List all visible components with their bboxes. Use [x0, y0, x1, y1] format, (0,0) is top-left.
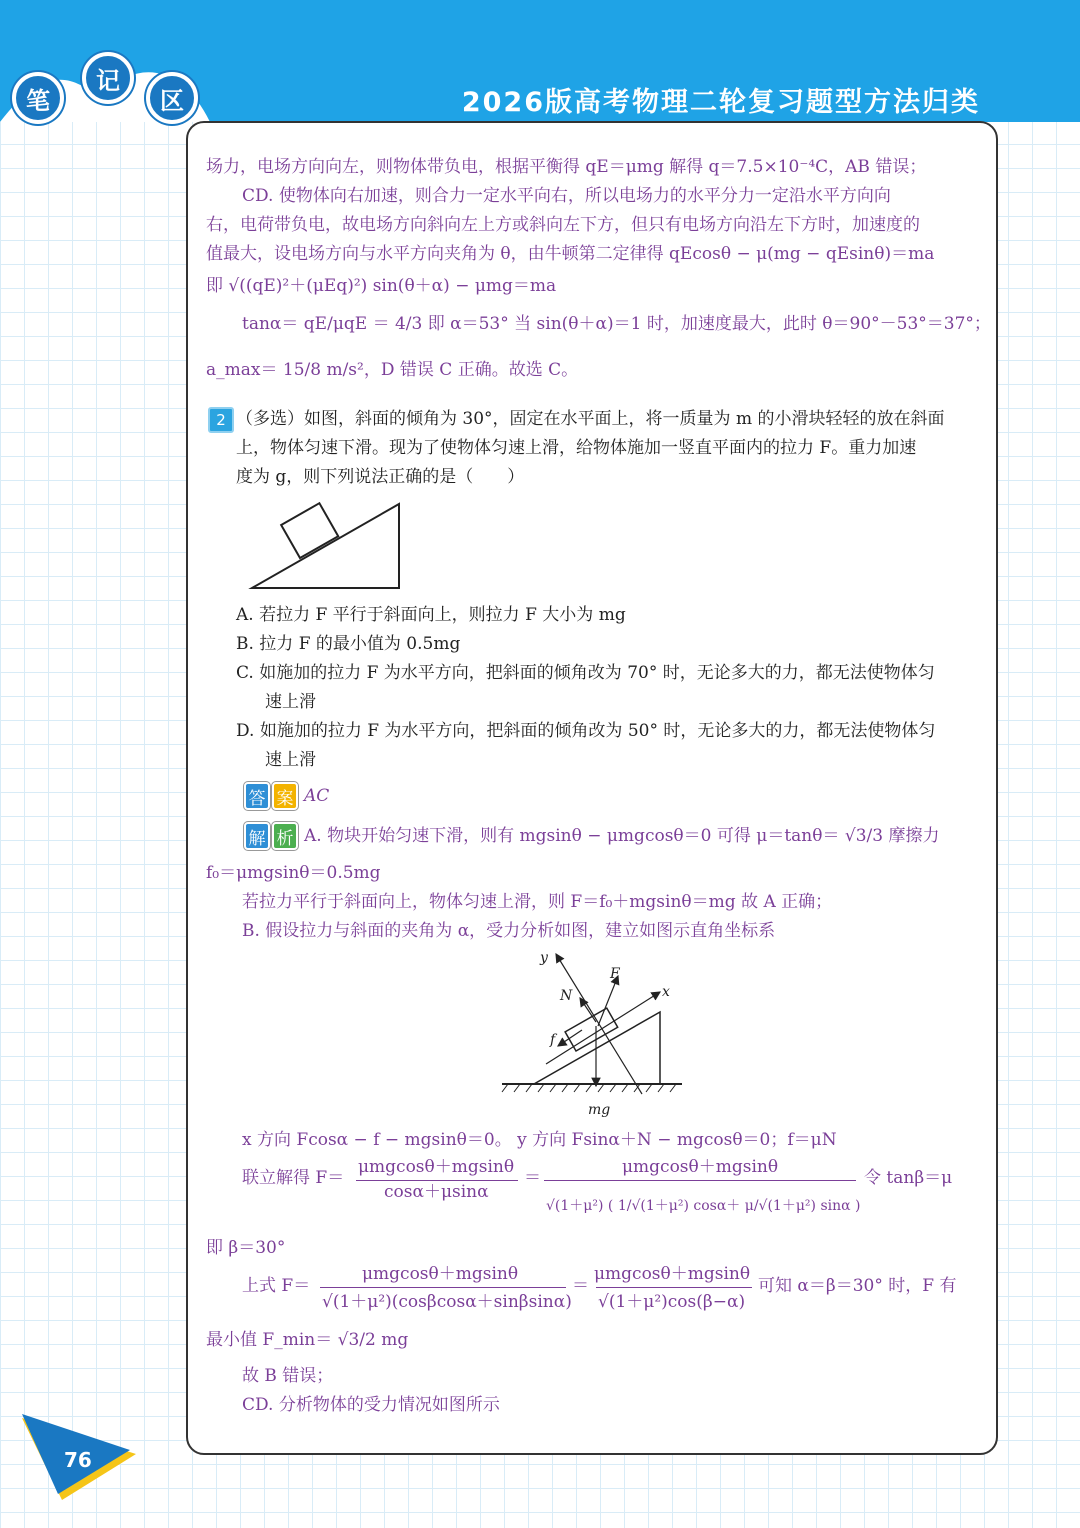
- equation-line: x 方向 Fcosα − f − mgsinθ＝0。 y 方向 Fsinα＋N − mgcosθ＝0；f＝μN: [242, 1130, 837, 1150]
- solution-line: 即 √((qE)²＋(μEq)²) sin(θ＋α) − μmg＝ma: [206, 276, 557, 296]
- answer-value: AC: [304, 786, 330, 806]
- equation-suffix: 可知 α＝β＝30° 时，F 有: [758, 1276, 957, 1296]
- fraction-denominator: √(1＋μ²)cos(β−α): [598, 1292, 746, 1312]
- equals-sign: ＝: [524, 1168, 541, 1188]
- axis-x-label: x: [662, 984, 670, 1000]
- page-number: 76: [64, 1448, 92, 1472]
- normal-force-label: N: [560, 988, 573, 1004]
- solution-line: 右，电荷带负电，故电场方向斜向左上方或斜向左下方，但只有电场方向沿左下方时，加速度的: [206, 215, 920, 235]
- gravity-label: mg: [588, 1102, 611, 1118]
- answer-tag-char: 答: [244, 782, 270, 810]
- header-badge-1: 笔: [12, 72, 64, 124]
- fraction-denominator: cosα＋μsinα: [384, 1182, 489, 1202]
- option-d-cont: 速上滑: [265, 750, 316, 770]
- equation-line: 故 B 错误；: [242, 1366, 334, 1386]
- analysis-line: B. 假设拉力与斜面的夹角为 α，受力分析如图，建立如图示直角坐标系: [242, 921, 776, 941]
- fraction-denominator: √(1＋μ²) ( 1/√(1＋μ²) cosα＋ μ/√(1＋μ²) sinα ): [546, 1198, 861, 1214]
- fraction-bar: [544, 1180, 856, 1181]
- solution-line: CD. 使物体向右加速，则合力一定水平向右，所以电场力的水平分力一定沿水平方向向: [242, 186, 891, 206]
- header-badge-3: 区: [146, 72, 198, 124]
- fraction-numerator: μmgcosθ＋mgsinθ: [622, 1157, 779, 1177]
- fraction-numerator: μmgcosθ＋mgsinθ: [594, 1264, 751, 1284]
- axis-y-label: y: [540, 950, 548, 966]
- force-diagram: [496, 946, 696, 1118]
- fraction-numerator: μmgcosθ＋mgsinθ: [358, 1157, 515, 1177]
- option-c-cont: 速上滑: [265, 692, 316, 712]
- equation-line: CD. 分析物体的受力情况如图所示: [242, 1395, 500, 1415]
- analysis-line: f₀＝μmgsinθ＝0.5mg: [206, 863, 381, 883]
- option-d: D. 如施加的拉力 F 为水平方向，把斜面的倾角改为 50° 时，无论多大的力，都无法使物体匀: [236, 721, 936, 741]
- answer-tag: [244, 782, 298, 810]
- header-badge-2: 记: [82, 52, 134, 104]
- equation-line: 最小值 F_min＝ √3/2 mg: [206, 1330, 409, 1350]
- fraction-bar: [596, 1287, 752, 1288]
- fraction-numerator: μmgcosθ＋mgsinθ: [362, 1264, 519, 1284]
- analysis-tag-char: 析: [272, 822, 298, 850]
- book-title: 2026版高考物理二轮复习题型方法归类: [461, 87, 980, 118]
- incline-diagram: [248, 496, 404, 592]
- solution-line: 场力，电场方向向左，则物体带负电，根据平衡得 qE＝μmg 解得 q＝7.5×10⁻⁴C，AB 错误；: [206, 157, 927, 177]
- solution-line: tanα＝ qE/μqE ＝ 4/3 即 α＝53° 当 sin(θ＋α)＝1 时，加速度最大，此时 θ＝90°－53°＝37°；: [242, 314, 991, 334]
- analysis-tag-char: 解: [244, 822, 270, 850]
- solution-line: a_max＝ 15/8 m/s²，D 错误 C 正确。故选 C。: [206, 360, 579, 380]
- equals-sign: ＝: [572, 1276, 589, 1296]
- question-text: （多选）如图，斜面的倾角为 30°，固定在水平面上，将一质量为 m 的小滑块轻轻的放在斜面: [236, 409, 945, 429]
- analysis-tag: [244, 822, 298, 850]
- fraction-bar: [320, 1287, 566, 1288]
- fraction-denominator: √(1＋μ²)(cosβcosα＋sinβsinα): [322, 1292, 572, 1312]
- equation-prefix: 上式 F＝: [242, 1276, 311, 1296]
- option-b: B. 拉力 F 的最小值为 0.5mg: [236, 634, 461, 654]
- equation-prefix: 联立解得 F＝: [242, 1168, 345, 1188]
- solution-line: 值最大，设电场方向与水平方向夹角为 θ，由牛顿第二定律得 qEcosθ − μ(mg − qEsinθ)＝ma: [206, 244, 935, 264]
- option-c: C. 如施加的拉力 F 为水平方向，把斜面的倾角改为 70° 时，无论多大的力，都无法使物体匀: [236, 663, 935, 683]
- question-number: 2: [208, 407, 234, 433]
- analysis-line: A. 物块开始匀速下滑，则有 mgsinθ − μmgcosθ＝0 可得 μ＝tanθ＝ √3/3 摩擦力: [304, 826, 940, 846]
- option-a: A. 若拉力 F 平行于斜面向上，则拉力 F 大小为 mg: [236, 605, 626, 625]
- friction-label: f: [550, 1032, 556, 1048]
- equation-suffix: 令 tanβ＝μ: [864, 1168, 953, 1188]
- answer-tag-char: 案: [272, 782, 298, 810]
- force-f-label: F: [610, 966, 620, 982]
- equation-line: 即 β＝30°: [206, 1238, 286, 1258]
- question-text: 上，物体匀速下滑。现为了使物体匀速上滑，给物体施加一竖直平面内的拉力 F。重力加速: [236, 438, 917, 458]
- analysis-line: 若拉力平行于斜面向上，物体匀速上滑，则 F＝f₀＋mgsinθ＝mg 故 A 正确；: [242, 892, 833, 912]
- question-text: 度为 g，则下列说法正确的是（ ）: [236, 467, 525, 487]
